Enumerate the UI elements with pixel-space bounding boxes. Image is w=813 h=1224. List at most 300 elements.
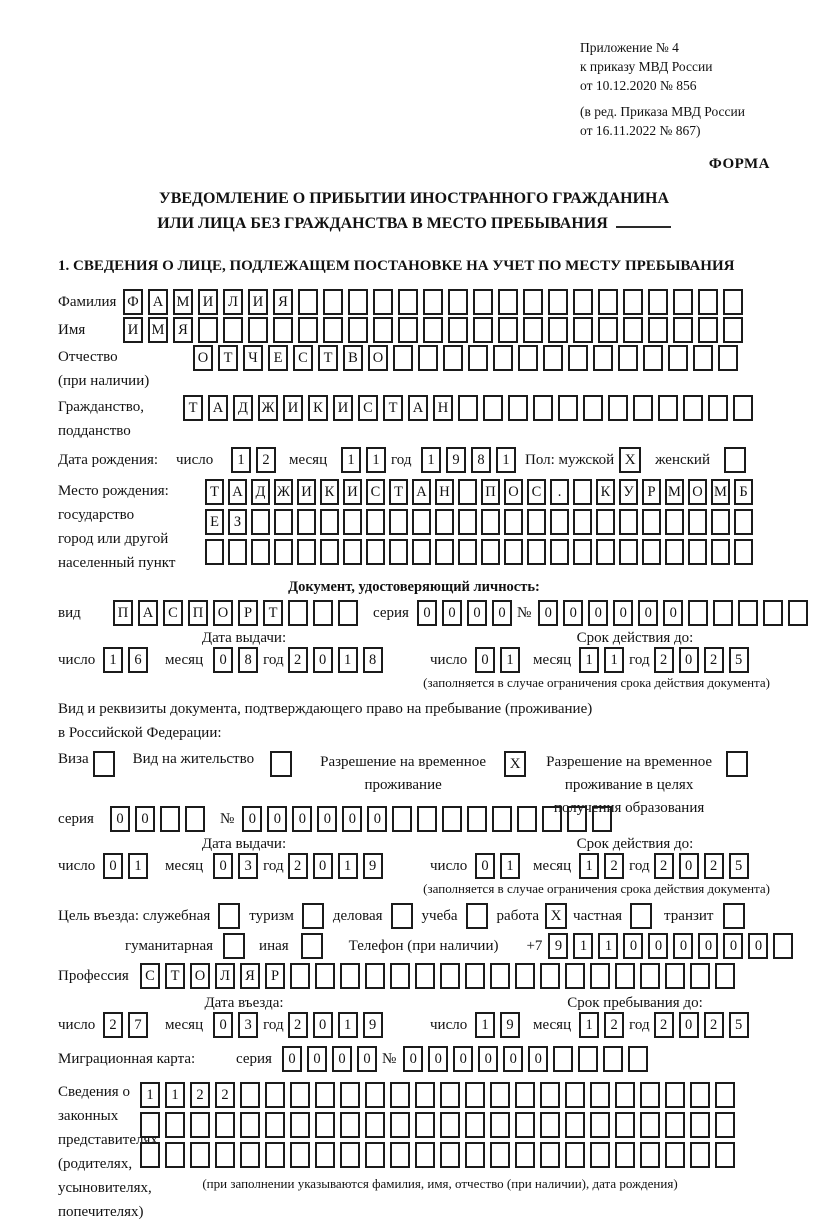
- char-cell[interactable]: Я: [173, 317, 193, 343]
- char-cell[interactable]: Я: [273, 289, 293, 315]
- char-cell[interactable]: [573, 479, 592, 505]
- char-cell[interactable]: [548, 317, 568, 343]
- char-cell[interactable]: [715, 963, 735, 989]
- char-cell[interactable]: 6: [128, 647, 148, 673]
- char-cell[interactable]: [315, 963, 335, 989]
- char-cell[interactable]: 0: [528, 1046, 548, 1072]
- char-cell[interactable]: [458, 539, 477, 565]
- char-cell[interactable]: [273, 317, 293, 343]
- char-cell[interactable]: [298, 289, 318, 315]
- char-cell[interactable]: 0: [428, 1046, 448, 1072]
- char-cell[interactable]: 2: [288, 1012, 308, 1038]
- char-cell[interactable]: [734, 539, 753, 565]
- char-cell[interactable]: [393, 345, 413, 371]
- char-cell[interactable]: С: [163, 600, 183, 626]
- char-cell[interactable]: Л: [223, 289, 243, 315]
- res-issue-day-input[interactable]: [103, 853, 153, 879]
- char-cell[interactable]: [389, 509, 408, 535]
- char-cell[interactable]: [465, 963, 485, 989]
- char-cell[interactable]: [465, 1112, 485, 1138]
- char-cell[interactable]: [673, 317, 693, 343]
- char-cell[interactable]: [665, 539, 684, 565]
- char-cell[interactable]: [608, 395, 628, 421]
- char-cell[interactable]: Ж: [274, 479, 293, 505]
- char-cell[interactable]: [558, 395, 578, 421]
- char-cell[interactable]: [711, 509, 730, 535]
- char-cell[interactable]: А: [208, 395, 228, 421]
- birth-year-input[interactable]: [421, 447, 521, 473]
- char-cell[interactable]: [573, 289, 593, 315]
- char-cell[interactable]: [160, 806, 180, 832]
- char-cell[interactable]: [240, 1112, 260, 1138]
- mig-series-input[interactable]: [282, 1046, 382, 1072]
- char-cell[interactable]: [578, 1046, 598, 1072]
- char-cell[interactable]: [642, 509, 661, 535]
- char-cell[interactable]: 1: [573, 933, 593, 959]
- char-cell[interactable]: 2: [704, 853, 724, 879]
- char-cell[interactable]: [315, 1142, 335, 1168]
- char-cell[interactable]: М: [665, 479, 684, 505]
- char-cell[interactable]: 1: [604, 647, 624, 673]
- char-cell[interactable]: [715, 1082, 735, 1108]
- char-cell[interactable]: [448, 289, 468, 315]
- char-cell[interactable]: 0: [342, 806, 362, 832]
- char-cell[interactable]: [615, 1112, 635, 1138]
- char-cell[interactable]: [598, 317, 618, 343]
- char-cell[interactable]: 0: [613, 600, 633, 626]
- char-cell[interactable]: [565, 1082, 585, 1108]
- char-cell[interactable]: [481, 509, 500, 535]
- char-cell[interactable]: А: [148, 289, 168, 315]
- char-cell[interactable]: [223, 317, 243, 343]
- char-cell[interactable]: О: [688, 479, 707, 505]
- char-cell[interactable]: 0: [313, 647, 333, 673]
- char-cell[interactable]: [265, 1112, 285, 1138]
- char-cell[interactable]: 8: [363, 647, 383, 673]
- char-cell[interactable]: 9: [363, 853, 383, 879]
- res-valid-month-input[interactable]: [579, 853, 629, 879]
- char-cell[interactable]: [290, 1112, 310, 1138]
- char-cell[interactable]: [320, 539, 339, 565]
- char-cell[interactable]: 3: [238, 853, 258, 879]
- char-cell[interactable]: [665, 1142, 685, 1168]
- char-cell[interactable]: 2: [654, 1012, 674, 1038]
- stay-year-input[interactable]: [654, 1012, 754, 1038]
- temp-residence-checkbox[interactable]: X: [504, 751, 526, 777]
- char-cell[interactable]: [615, 1142, 635, 1168]
- purpose-humanitarian-checkbox[interactable]: [223, 933, 245, 959]
- char-cell[interactable]: [343, 509, 362, 535]
- stay-day-input[interactable]: [475, 1012, 525, 1038]
- birth-place-row1-input[interactable]: [205, 479, 757, 505]
- char-cell[interactable]: 0: [538, 600, 558, 626]
- char-cell[interactable]: [688, 509, 707, 535]
- char-cell[interactable]: [693, 345, 713, 371]
- char-cell[interactable]: [598, 289, 618, 315]
- char-cell[interactable]: [490, 1082, 510, 1108]
- char-cell[interactable]: Т: [383, 395, 403, 421]
- char-cell[interactable]: 9: [446, 447, 466, 473]
- char-cell[interactable]: Т: [218, 345, 238, 371]
- char-cell[interactable]: Д: [233, 395, 253, 421]
- char-cell[interactable]: 1: [103, 647, 123, 673]
- char-cell[interactable]: [417, 806, 437, 832]
- char-cell[interactable]: 0: [723, 933, 743, 959]
- char-cell[interactable]: [343, 539, 362, 565]
- char-cell[interactable]: [458, 479, 477, 505]
- char-cell[interactable]: [668, 345, 688, 371]
- char-cell[interactable]: [288, 600, 308, 626]
- char-cell[interactable]: 0: [679, 853, 699, 879]
- char-cell[interactable]: С: [140, 963, 160, 989]
- char-cell[interactable]: [290, 963, 310, 989]
- char-cell[interactable]: [583, 395, 603, 421]
- char-cell[interactable]: [690, 1082, 710, 1108]
- char-cell[interactable]: [615, 963, 635, 989]
- char-cell[interactable]: Е: [205, 509, 224, 535]
- char-cell[interactable]: [215, 1112, 235, 1138]
- char-cell[interactable]: [365, 1142, 385, 1168]
- char-cell[interactable]: И: [343, 479, 362, 505]
- char-cell[interactable]: Р: [642, 479, 661, 505]
- char-cell[interactable]: 2: [215, 1082, 235, 1108]
- entry-month-input[interactable]: [213, 1012, 263, 1038]
- char-cell[interactable]: [366, 509, 385, 535]
- stay-month-input[interactable]: [579, 1012, 629, 1038]
- char-cell[interactable]: [642, 539, 661, 565]
- id-issue-day-input[interactable]: [103, 647, 153, 673]
- char-cell[interactable]: О: [504, 479, 523, 505]
- char-cell[interactable]: 0: [403, 1046, 423, 1072]
- char-cell[interactable]: 0: [332, 1046, 352, 1072]
- char-cell[interactable]: [415, 1112, 435, 1138]
- char-cell[interactable]: О: [190, 963, 210, 989]
- char-cell[interactable]: [140, 1142, 160, 1168]
- char-cell[interactable]: К: [308, 395, 328, 421]
- char-cell[interactable]: П: [481, 479, 500, 505]
- char-cell[interactable]: 0: [367, 806, 387, 832]
- char-cell[interactable]: [723, 289, 743, 315]
- char-cell[interactable]: 2: [704, 647, 724, 673]
- char-cell[interactable]: [440, 1112, 460, 1138]
- char-cell[interactable]: [590, 963, 610, 989]
- char-cell[interactable]: У: [619, 479, 638, 505]
- char-cell[interactable]: [165, 1112, 185, 1138]
- char-cell[interactable]: 0: [213, 853, 233, 879]
- representatives-row1-input[interactable]: [140, 1082, 740, 1108]
- char-cell[interactable]: 0: [307, 1046, 327, 1072]
- char-cell[interactable]: [508, 395, 528, 421]
- char-cell[interactable]: 1: [338, 647, 358, 673]
- id-number-input[interactable]: [538, 600, 813, 626]
- char-cell[interactable]: 9: [363, 1012, 383, 1038]
- char-cell[interactable]: 1: [579, 853, 599, 879]
- char-cell[interactable]: [615, 1082, 635, 1108]
- char-cell[interactable]: 0: [282, 1046, 302, 1072]
- mig-number-input[interactable]: [403, 1046, 653, 1072]
- char-cell[interactable]: [658, 395, 678, 421]
- char-cell[interactable]: [713, 600, 733, 626]
- char-cell[interactable]: [573, 509, 592, 535]
- char-cell[interactable]: [733, 395, 753, 421]
- char-cell[interactable]: [435, 509, 454, 535]
- temp-residence-edu-checkbox[interactable]: [726, 751, 748, 777]
- char-cell[interactable]: 1: [338, 853, 358, 879]
- char-cell[interactable]: 1: [338, 1012, 358, 1038]
- char-cell[interactable]: И: [283, 395, 303, 421]
- char-cell[interactable]: [548, 289, 568, 315]
- char-cell[interactable]: 1: [598, 933, 618, 959]
- char-cell[interactable]: [623, 317, 643, 343]
- char-cell[interactable]: [565, 1112, 585, 1138]
- char-cell[interactable]: М: [711, 479, 730, 505]
- char-cell[interactable]: 1: [500, 853, 520, 879]
- char-cell[interactable]: [573, 317, 593, 343]
- char-cell[interactable]: [673, 289, 693, 315]
- char-cell[interactable]: 2: [704, 1012, 724, 1038]
- char-cell[interactable]: [290, 1082, 310, 1108]
- char-cell[interactable]: [297, 509, 316, 535]
- surname-input[interactable]: [123, 289, 748, 315]
- char-cell[interactable]: [365, 963, 385, 989]
- char-cell[interactable]: [274, 509, 293, 535]
- char-cell[interactable]: П: [188, 600, 208, 626]
- char-cell[interactable]: Т: [263, 600, 283, 626]
- char-cell[interactable]: [565, 963, 585, 989]
- char-cell[interactable]: 2: [103, 1012, 123, 1038]
- birth-place-row2-input[interactable]: [205, 509, 757, 535]
- char-cell[interactable]: [340, 1142, 360, 1168]
- char-cell[interactable]: 1: [475, 1012, 495, 1038]
- char-cell[interactable]: 1: [579, 1012, 599, 1038]
- res-issue-month-input[interactable]: [213, 853, 263, 879]
- id-kind-input[interactable]: [113, 600, 363, 626]
- char-cell[interactable]: [315, 1082, 335, 1108]
- char-cell[interactable]: 2: [654, 853, 674, 879]
- id-series-input[interactable]: [417, 600, 517, 626]
- char-cell[interactable]: [340, 1082, 360, 1108]
- char-cell[interactable]: [265, 1082, 285, 1108]
- char-cell[interactable]: [590, 1142, 610, 1168]
- res-issue-year-input[interactable]: [288, 853, 388, 879]
- birth-month-input[interactable]: [341, 447, 391, 473]
- char-cell[interactable]: [365, 1082, 385, 1108]
- char-cell[interactable]: [215, 1142, 235, 1168]
- char-cell[interactable]: 0: [503, 1046, 523, 1072]
- char-cell[interactable]: [251, 539, 270, 565]
- char-cell[interactable]: [340, 1112, 360, 1138]
- char-cell[interactable]: [619, 539, 638, 565]
- char-cell[interactable]: 2: [654, 647, 674, 673]
- char-cell[interactable]: 0: [242, 806, 262, 832]
- char-cell[interactable]: [593, 345, 613, 371]
- char-cell[interactable]: [715, 1112, 735, 1138]
- char-cell[interactable]: [366, 539, 385, 565]
- char-cell[interactable]: [648, 289, 668, 315]
- char-cell[interactable]: Т: [183, 395, 203, 421]
- char-cell[interactable]: [248, 317, 268, 343]
- char-cell[interactable]: [190, 1112, 210, 1138]
- purpose-work-checkbox[interactable]: X: [545, 903, 567, 929]
- char-cell[interactable]: [542, 806, 562, 832]
- char-cell[interactable]: [698, 289, 718, 315]
- char-cell[interactable]: Т: [165, 963, 185, 989]
- birth-day-input[interactable]: [231, 447, 281, 473]
- char-cell[interactable]: [315, 1112, 335, 1138]
- profession-input[interactable]: [140, 963, 740, 989]
- char-cell[interactable]: [348, 289, 368, 315]
- char-cell[interactable]: [398, 289, 418, 315]
- entry-year-input[interactable]: [288, 1012, 388, 1038]
- char-cell[interactable]: [515, 1142, 535, 1168]
- char-cell[interactable]: 8: [238, 647, 258, 673]
- id-issue-year-input[interactable]: [288, 647, 388, 673]
- char-cell[interactable]: [165, 1142, 185, 1168]
- char-cell[interactable]: [198, 317, 218, 343]
- char-cell[interactable]: 0: [588, 600, 608, 626]
- char-cell[interactable]: 0: [103, 853, 123, 879]
- char-cell[interactable]: [738, 600, 758, 626]
- char-cell[interactable]: [418, 345, 438, 371]
- char-cell[interactable]: [550, 509, 569, 535]
- char-cell[interactable]: [711, 539, 730, 565]
- char-cell[interactable]: 0: [563, 600, 583, 626]
- char-cell[interactable]: [323, 289, 343, 315]
- char-cell[interactable]: Я: [240, 963, 260, 989]
- char-cell[interactable]: [515, 1112, 535, 1138]
- char-cell[interactable]: 0: [213, 647, 233, 673]
- char-cell[interactable]: [723, 317, 743, 343]
- visa-checkbox[interactable]: [93, 751, 115, 777]
- char-cell[interactable]: [540, 1142, 560, 1168]
- char-cell[interactable]: 0: [267, 806, 287, 832]
- char-cell[interactable]: [573, 539, 592, 565]
- char-cell[interactable]: Т: [389, 479, 408, 505]
- char-cell[interactable]: 2: [604, 853, 624, 879]
- char-cell[interactable]: 1: [128, 853, 148, 879]
- char-cell[interactable]: [565, 1142, 585, 1168]
- char-cell[interactable]: 2: [256, 447, 276, 473]
- char-cell[interactable]: [481, 539, 500, 565]
- char-cell[interactable]: [483, 395, 503, 421]
- char-cell[interactable]: [190, 1142, 210, 1168]
- char-cell[interactable]: [440, 963, 460, 989]
- char-cell[interactable]: 0: [417, 600, 437, 626]
- char-cell[interactable]: [490, 1112, 510, 1138]
- char-cell[interactable]: [442, 806, 462, 832]
- purpose-tourism-checkbox[interactable]: [302, 903, 324, 929]
- char-cell[interactable]: Е: [268, 345, 288, 371]
- char-cell[interactable]: [390, 1142, 410, 1168]
- residence-permit-checkbox[interactable]: [270, 751, 292, 777]
- char-cell[interactable]: 2: [288, 647, 308, 673]
- char-cell[interactable]: [415, 1082, 435, 1108]
- char-cell[interactable]: [398, 317, 418, 343]
- char-cell[interactable]: 2: [190, 1082, 210, 1108]
- char-cell[interactable]: [618, 345, 638, 371]
- purpose-private-checkbox[interactable]: [630, 903, 652, 929]
- id-valid-month-input[interactable]: [579, 647, 629, 673]
- char-cell[interactable]: [298, 317, 318, 343]
- char-cell[interactable]: [540, 1082, 560, 1108]
- char-cell[interactable]: [640, 1112, 660, 1138]
- char-cell[interactable]: [640, 1082, 660, 1108]
- char-cell[interactable]: [518, 345, 538, 371]
- char-cell[interactable]: Н: [433, 395, 453, 421]
- char-cell[interactable]: [515, 1082, 535, 1108]
- char-cell[interactable]: А: [138, 600, 158, 626]
- char-cell[interactable]: [373, 289, 393, 315]
- char-cell[interactable]: 0: [313, 1012, 333, 1038]
- char-cell[interactable]: [640, 963, 660, 989]
- char-cell[interactable]: 7: [128, 1012, 148, 1038]
- char-cell[interactable]: Л: [215, 963, 235, 989]
- char-cell[interactable]: .: [550, 479, 569, 505]
- res-series-input[interactable]: [110, 806, 210, 832]
- id-valid-year-input[interactable]: [654, 647, 754, 673]
- char-cell[interactable]: [140, 1112, 160, 1138]
- char-cell[interactable]: 5: [729, 853, 749, 879]
- char-cell[interactable]: [688, 539, 707, 565]
- char-cell[interactable]: [533, 395, 553, 421]
- char-cell[interactable]: [665, 1082, 685, 1108]
- char-cell[interactable]: [628, 1046, 648, 1072]
- char-cell[interactable]: С: [366, 479, 385, 505]
- char-cell[interactable]: 0: [442, 600, 462, 626]
- purpose-study-checkbox[interactable]: [466, 903, 488, 929]
- char-cell[interactable]: 2: [604, 1012, 624, 1038]
- char-cell[interactable]: 0: [357, 1046, 377, 1072]
- char-cell[interactable]: 5: [729, 1012, 749, 1038]
- sex-male-checkbox[interactable]: X: [619, 447, 641, 473]
- char-cell[interactable]: [718, 345, 738, 371]
- char-cell[interactable]: И: [248, 289, 268, 315]
- char-cell[interactable]: [443, 345, 463, 371]
- char-cell[interactable]: Р: [238, 600, 258, 626]
- char-cell[interactable]: 0: [748, 933, 768, 959]
- char-cell[interactable]: [290, 1142, 310, 1168]
- representatives-row3-input[interactable]: [140, 1142, 740, 1168]
- char-cell[interactable]: 1: [500, 647, 520, 673]
- char-cell[interactable]: И: [333, 395, 353, 421]
- char-cell[interactable]: [553, 1046, 573, 1072]
- char-cell[interactable]: 5: [729, 647, 749, 673]
- char-cell[interactable]: [473, 317, 493, 343]
- char-cell[interactable]: [592, 806, 612, 832]
- char-cell[interactable]: [640, 1142, 660, 1168]
- char-cell[interactable]: И: [198, 289, 218, 315]
- char-cell[interactable]: [240, 1142, 260, 1168]
- char-cell[interactable]: 0: [679, 1012, 699, 1038]
- char-cell[interactable]: [596, 509, 615, 535]
- char-cell[interactable]: [251, 509, 270, 535]
- char-cell[interactable]: [205, 539, 224, 565]
- purpose-official-checkbox[interactable]: [218, 903, 240, 929]
- char-cell[interactable]: [365, 1112, 385, 1138]
- char-cell[interactable]: [540, 963, 560, 989]
- char-cell[interactable]: [698, 317, 718, 343]
- char-cell[interactable]: 8: [471, 447, 491, 473]
- char-cell[interactable]: 0: [698, 933, 718, 959]
- char-cell[interactable]: [440, 1082, 460, 1108]
- char-cell[interactable]: Т: [318, 345, 338, 371]
- char-cell[interactable]: 0: [475, 853, 495, 879]
- sex-female-checkbox[interactable]: [724, 447, 746, 473]
- char-cell[interactable]: [550, 539, 569, 565]
- char-cell[interactable]: [390, 963, 410, 989]
- char-cell[interactable]: [492, 806, 512, 832]
- char-cell[interactable]: 1: [231, 447, 251, 473]
